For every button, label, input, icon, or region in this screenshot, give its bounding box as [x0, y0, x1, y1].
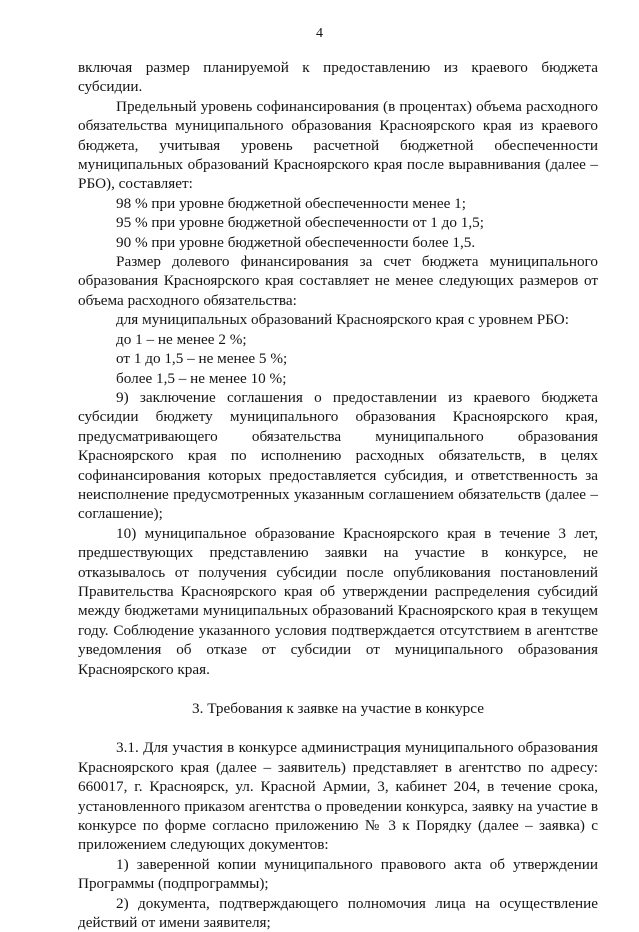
list-item-share-below-1: до 1 – не менее 2 %; — [116, 330, 247, 348]
paragraph-item-9-agreement: 9) заключение соглашения о предоставлении из краевого бюджета субсидии бюджету муниципального образования Красноярского края, предусматривающего обязательства муниципального образования Красноярского края по исполнению расходных обязательств, в целях софинансирования которых предоставляется субсидия, и ответственность за неисполнение предусмотренных указанным соглашением обязательств (далее – соглашение); — [78, 388, 598, 523]
section-heading: 3. Требования к заявке на участие в конкурсе — [192, 700, 484, 717]
list-item-rbo-above-1-5: 90 % при уровне бюджетной обеспеченности более 1,5. — [116, 233, 476, 251]
list-item-share-1-to-1-5: от 1 до 1,5 – не менее 5 %; — [116, 350, 288, 368]
paragraph-3-1-application: 3.1. Для участия в конкурсе администрация муниципального образования Красноярского края (далее – заявитель) представляет в агентство по адресу: 660017, г. Красноярск, ул. Красной Армии, 3, кабинет 204, в течение срока, установленного приказом агентства о проведении конкурса, заявку на участие в конкурсе по форме согласно приложению № 3 к Порядку (далее – заявка) с приложением следующих документов: — [78, 739, 598, 854]
paragraph-document-2: 2) документа, подтверждающего полномочия лица на осуществление действий от имени заявителя; — [78, 894, 598, 932]
list-item-rbo-intro: для муниципальных образований Красноярского края с уровнем РБО: — [116, 311, 569, 329]
list-item-rbo-1-to-1-5: 95 % при уровне бюджетной обеспеченности от 1 до 1,5; — [116, 214, 484, 232]
paragraph-share-financing: Размер долевого финансирования за счет бюджета муниципального образования Красноярского края составляет не менее следующих размеров от объема расходного обязательства: — [78, 253, 598, 309]
document-body — [78, 58, 598, 932]
paragraph-subsidy-size: включая размер планируемой к предоставлению из краевого бюджета субсидии. — [78, 59, 598, 96]
list-item-rbo-below-1: 98 % при уровне бюджетной обеспеченности менее 1; — [116, 194, 466, 212]
page-number: 4 — [316, 26, 323, 41]
paragraph-document-1: 1) заверенной копии муниципального правового акта об утверждении Программы (подпрограммы); — [78, 855, 598, 893]
paragraph-item-10-no-refusal: 10) муниципальное образование Красноярского края в течение 3 лет, предшествующих представлению заявки на участие в конкурсе, не отказывалось от получения субсидии после опубликования постановлений Правительства Красноярского края об утверждении распределения субсидий между бюджетами муниципальных образований Красноярского края в текущем году. Соблюдение указанного условия подтверждается отсутствием в агентстве уведомления об отказе от субсидии от муниципального образования Красноярского края. — [78, 524, 598, 678]
paragraph-cofinancing-limit: Предельный уровень софинансирования (в процентах) объема расходного обязательства муниципального образования Красноярского края из краевого бюджета, учитывая уровень расчетной бюджетной обеспеченности муниципальных образований Красноярского края после выравнивания (далее – РБО), составляет: — [78, 97, 598, 193]
list-item-share-above-1-5: более 1,5 – не менее 10 %; — [116, 369, 287, 387]
